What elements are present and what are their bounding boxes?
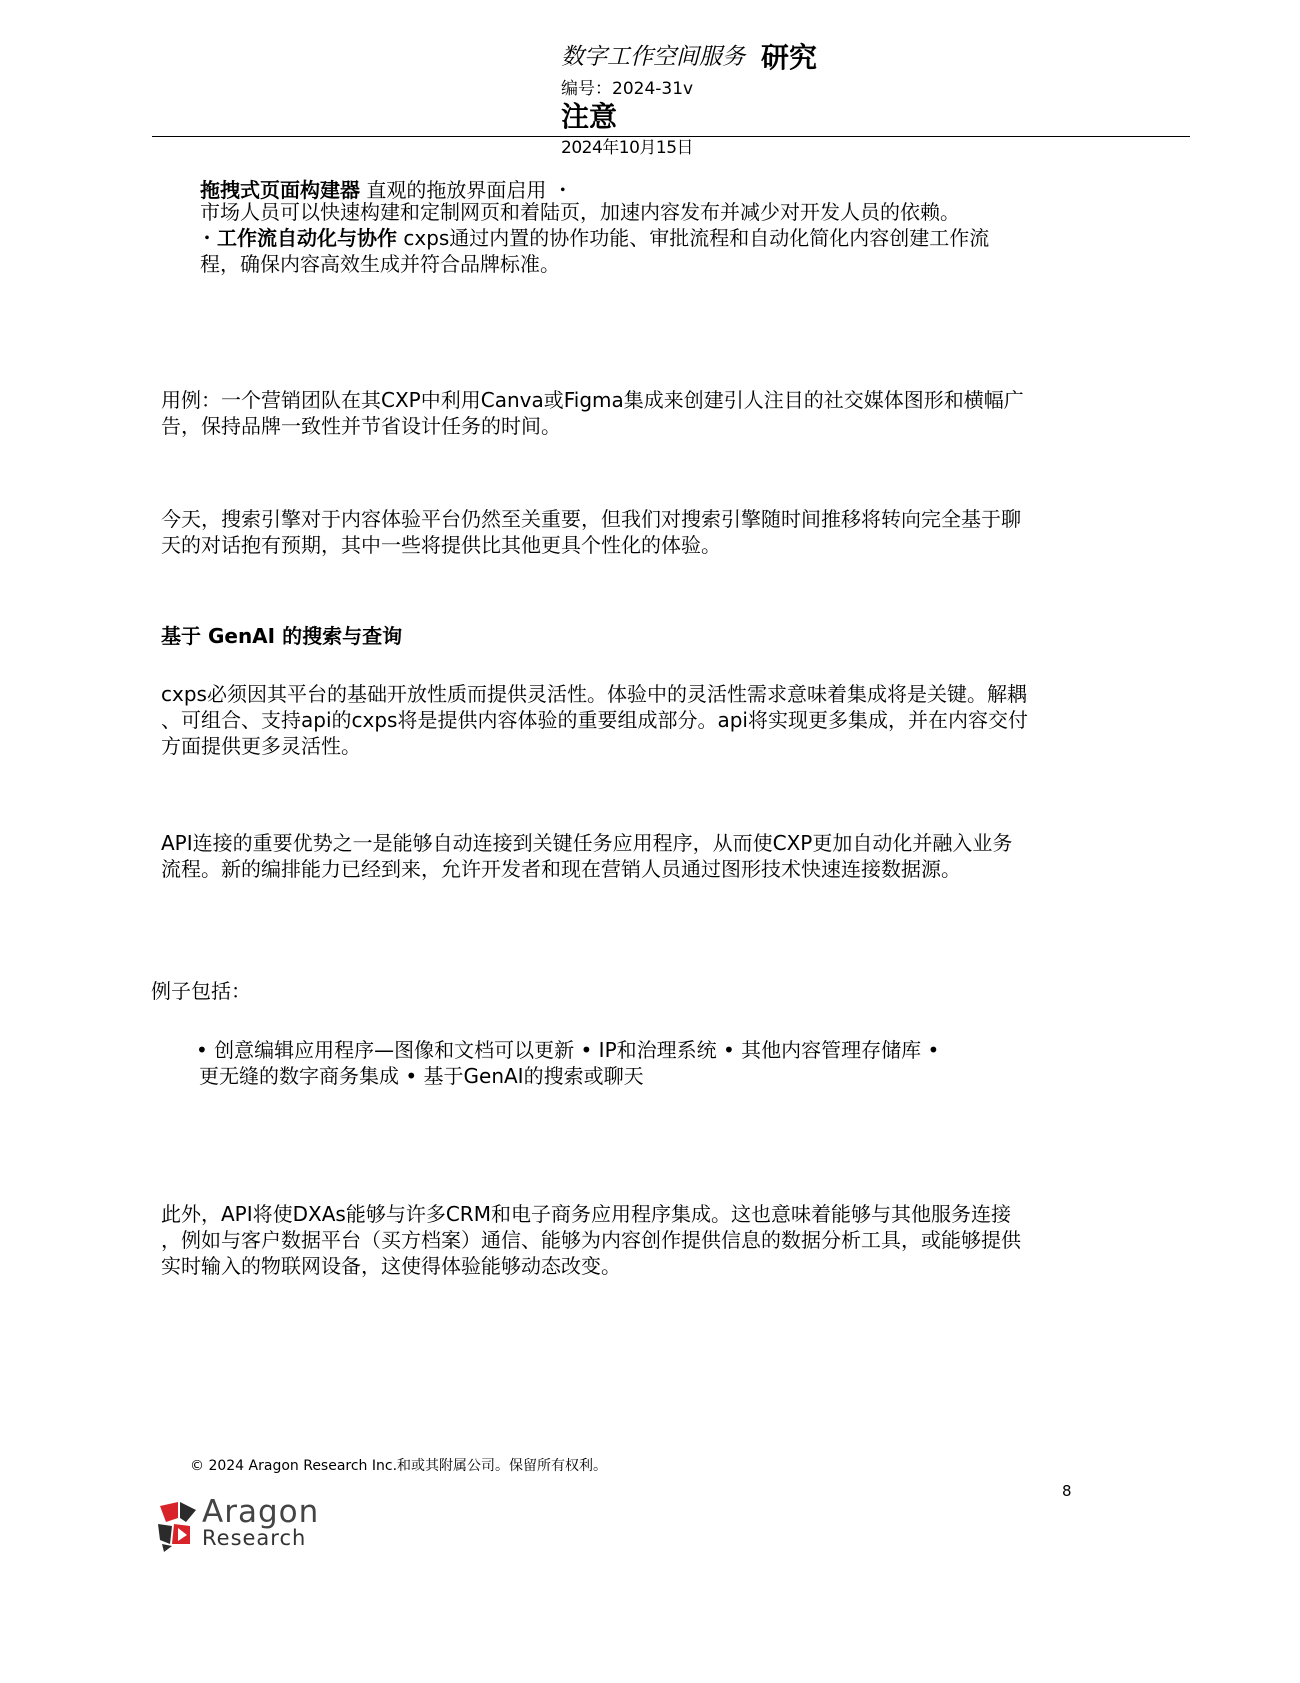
- cxps-paragraph-line3: 方面提供更多灵活性。: [161, 734, 361, 758]
- cxps-paragraph-line1: cxps必须因其平台的基础开放性质而提供灵活性。体验中的灵活性需求意味着集成将是关键。解耦: [161, 682, 1027, 706]
- cxps-paragraph-line2: 、可组合、支持api的cxps将是提供内容体验的重要组成部分。api将实现更多集成，并在内容交付: [161, 708, 1028, 732]
- feature-workflow-text: cxps通过内置的协作功能、审批流程和自动化简化内容创建工作流: [397, 226, 990, 250]
- logo-word-aragon: Aragon: [202, 1494, 320, 1530]
- search-paragraph-line1: 今天，搜索引擎对于内容体验平台仍然至关重要，但我们对搜索引擎随时间推移将转向完全基于聊: [161, 507, 1021, 531]
- feature-workflow-title: 工作流自动化与协作: [217, 226, 397, 250]
- bullet-dot: ・: [197, 226, 217, 250]
- examples-label: 例子包括：: [151, 979, 251, 1003]
- header-series: 数字工作空间服务: [561, 44, 745, 70]
- feature-workflow: [197, 224, 989, 252]
- logo-shard-2: [180, 1502, 196, 1522]
- section-heading: 基于 GenAI 的搜索与查询: [161, 624, 403, 648]
- examples-list-line2: 更无缝的数字商务集成 • 基于GenAI的搜索或聊天: [199, 1064, 644, 1088]
- use-case-line1: 用例：一个营销团队在其CXP中利用Canva或Figma集成来创建引人注目的社交媒体图形和横幅广: [161, 388, 1024, 412]
- extra-paragraph-line2: ，例如与客户数据平台（买方档案）通信、能够为内容创作提供信息的数据分析工具，或能够提供: [161, 1228, 1021, 1252]
- api-paragraph-line2: 流程。新的编排能力已经到来，允许开发者和现在营销人员通过图形技术快速连接数据源。: [161, 857, 961, 881]
- footer-copyright: © 2024 Aragon Research Inc.和或其附属公司。保留所有权利。: [190, 1458, 608, 1474]
- feature-drag-drop-line2: 市场人员可以快速构建和定制网页和着陆页，加速内容发布并减少对开发人员的依赖。: [200, 200, 960, 224]
- header-doc-number: 编号：2024-31v: [561, 79, 694, 99]
- logo-word-research: Research: [202, 1526, 307, 1550]
- feature-drag-drop-title: 拖拽式页面构建器: [200, 178, 360, 202]
- extra-paragraph-line3: 实时输入的物联网设备，这使得体验能够动态改变。: [161, 1254, 621, 1278]
- aragon-logo-icon: [156, 1500, 202, 1552]
- logo-shard-3: [158, 1524, 172, 1544]
- header-research-label: 研究: [761, 41, 818, 74]
- api-paragraph-line1: API连接的重要优势之一是能够自动连接到关键任务应用程序，从而使CXP更加自动化并融入业务: [161, 831, 1013, 855]
- page-number: 8: [1062, 1482, 1072, 1500]
- logo-shard-5: [162, 1544, 172, 1552]
- logo-shard-1: [160, 1502, 178, 1522]
- examples-list-line1: • 创意编辑应用程序—图像和文档可以更新 • IP和治理系统 • 其他内容管理存储库 •: [196, 1038, 940, 1062]
- header-date: 2024年10月15日: [561, 138, 694, 158]
- header-note-label: 注意: [561, 100, 618, 133]
- aragon-logo: [156, 1494, 326, 1558]
- extra-paragraph-line1: 此外，API将使DXAs能够与许多CRM和电子商务应用程序集成。这也意味着能够与其他服务连接: [161, 1202, 1011, 1226]
- feature-drag-drop-text: 直观的拖放界面启用 ・: [360, 178, 573, 202]
- feature-workflow-line2: 程，确保内容高效生成并符合品牌标准。: [200, 252, 560, 276]
- search-paragraph-line2: 天的对话抱有预期，其中一些将提供比其他更具个性化的体验。: [161, 533, 721, 557]
- use-case-line2: 告，保持品牌一致性并节省设计任务的时间。: [161, 414, 561, 438]
